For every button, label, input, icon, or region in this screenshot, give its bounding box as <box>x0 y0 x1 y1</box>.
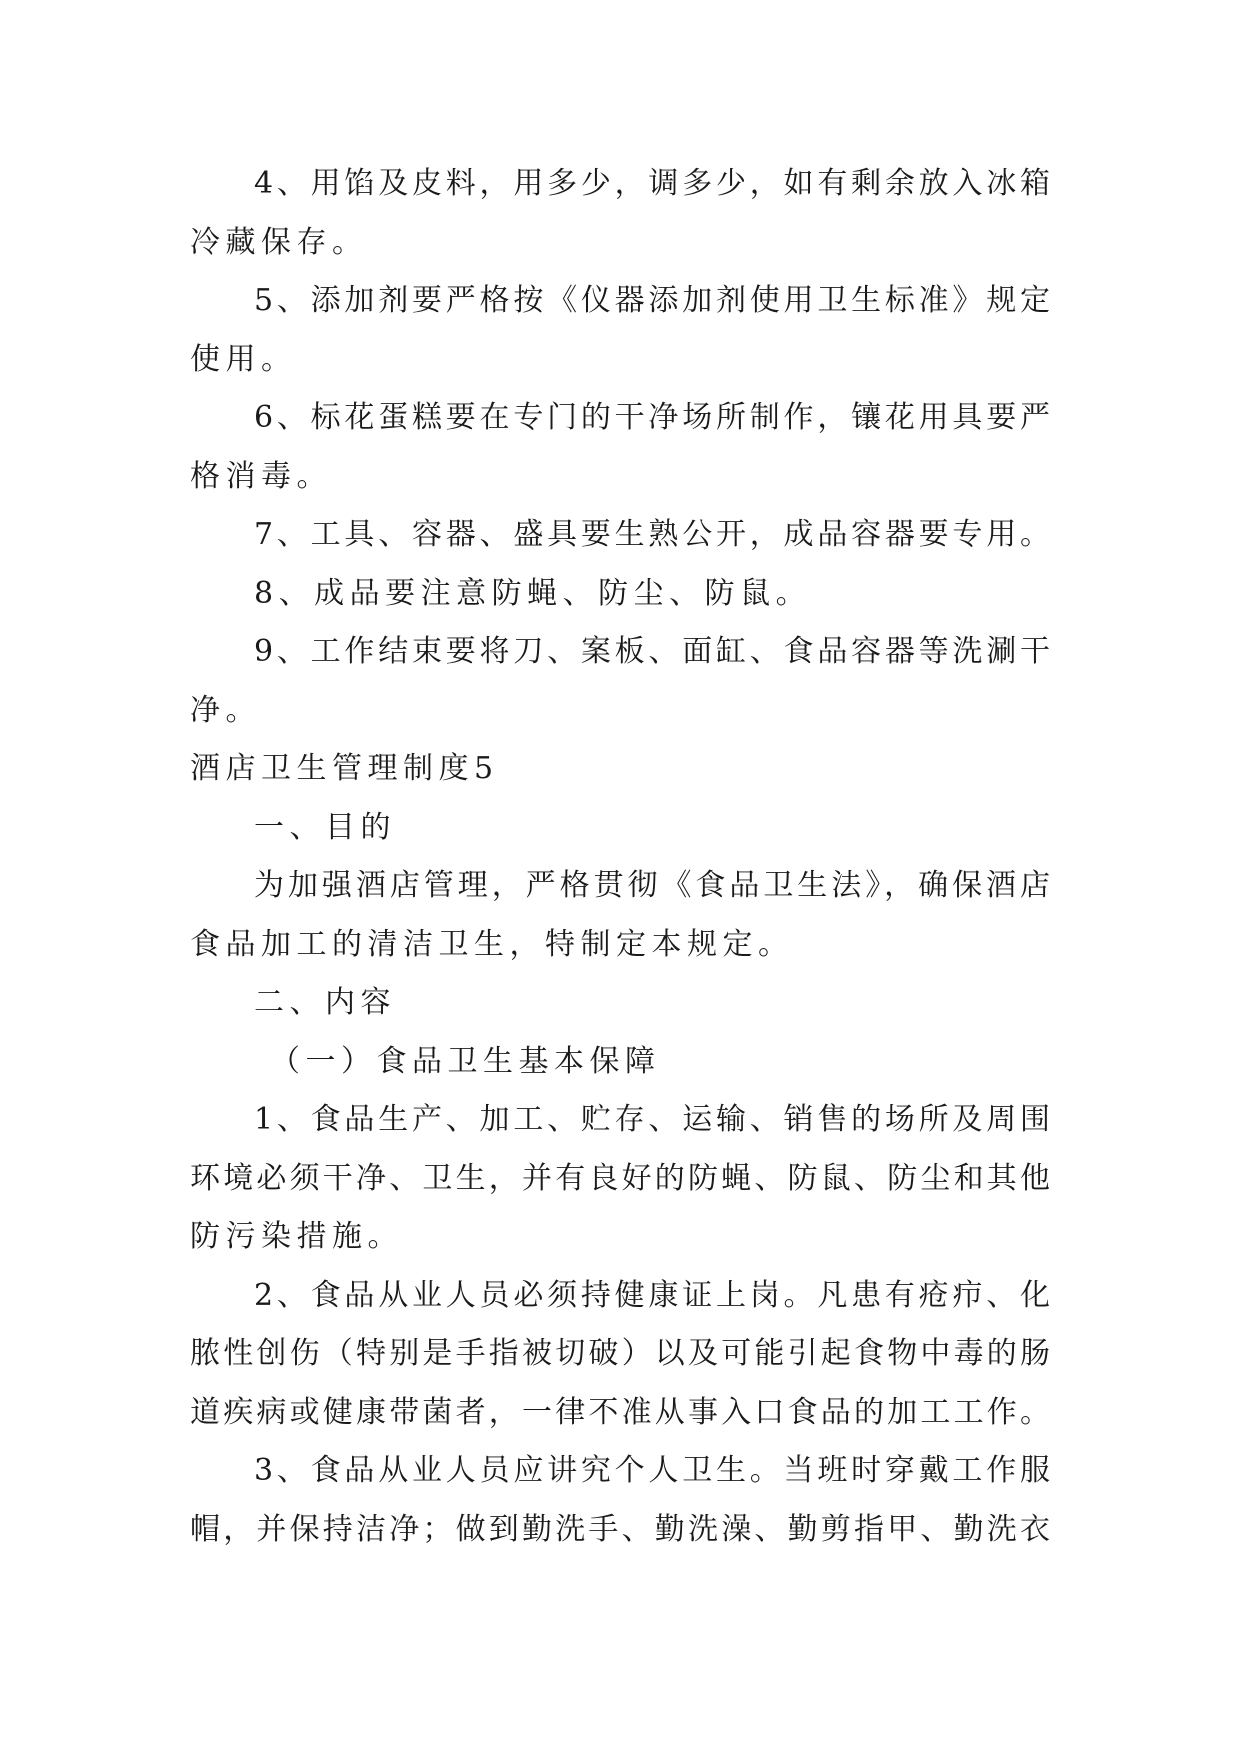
paragraph-line: 净。 <box>190 692 261 728</box>
subheading: （一）食品卫生基本保障 <box>270 1043 661 1079</box>
paragraph-line: 帽，并保持洁净；做到勤洗手、勤洗澡、勤剪指甲、勤洗衣 <box>190 1511 1050 1547</box>
paragraph-line: 格消毒。 <box>190 458 332 494</box>
paragraph-line: 2、食品从业人员必须持健康证上岗。凡患有疮疖、化 <box>254 1277 1050 1313</box>
paragraph-line: 脓性创伤（特别是手指被切破）以及可能引起食物中毒的肠 <box>190 1336 1050 1371</box>
paragraph-line: 食品加工的清洁卫生，特制定本规定。 <box>190 926 794 962</box>
paragraph-line: 为加强酒店管理，严格贯彻《食品卫生法》，确保酒店 <box>254 868 1050 903</box>
paragraph-line: 7、工具、容器、盛具要生熟公开，成品容器要专用。 <box>254 517 1050 552</box>
paragraph-line: 4、用馅及皮料，用多少，调多少，如有剩余放入冰箱 <box>254 166 1050 201</box>
paragraph-line: 9、工作结束要将刀、案板、面缸、食品容器等洗涮干 <box>254 634 1050 669</box>
paragraph-line: 8、成品要注意防蝇、防尘、防鼠。 <box>254 575 812 611</box>
paragraph-line: 5、添加剂要严格按《仪器添加剂使用卫生标准》规定 <box>254 283 1050 318</box>
paragraph-line: 防污染措施。 <box>190 1219 403 1254</box>
paragraph-line: 冷藏保存。 <box>190 224 368 260</box>
paragraph-line: 1、食品生产、加工、贮存、运输、销售的场所及周围 <box>254 1102 1050 1137</box>
paragraph-line: 环境必须干净、卫生，并有良好的防蝇、防鼠、防尘和其他 <box>190 1160 1050 1196</box>
paragraph-line: 3、食品从业人员应讲究个人卫生。当班时穿戴工作服 <box>254 1453 1050 1488</box>
document-page <box>190 155 1050 1559</box>
paragraph-line: 6、标花蛋糕要在专门的干净场所制作，镶花用具要严 <box>254 400 1050 435</box>
section-title: 酒店卫生管理制度5 <box>190 751 499 786</box>
paragraph-line: 道疾病或健康带菌者，一律不准从事入口食品的加工工作。 <box>190 1394 1050 1430</box>
paragraph-line: 使用。 <box>190 341 297 377</box>
heading-purpose: 一、目的 <box>254 809 396 845</box>
heading-content: 二、内容 <box>254 985 396 1020</box>
